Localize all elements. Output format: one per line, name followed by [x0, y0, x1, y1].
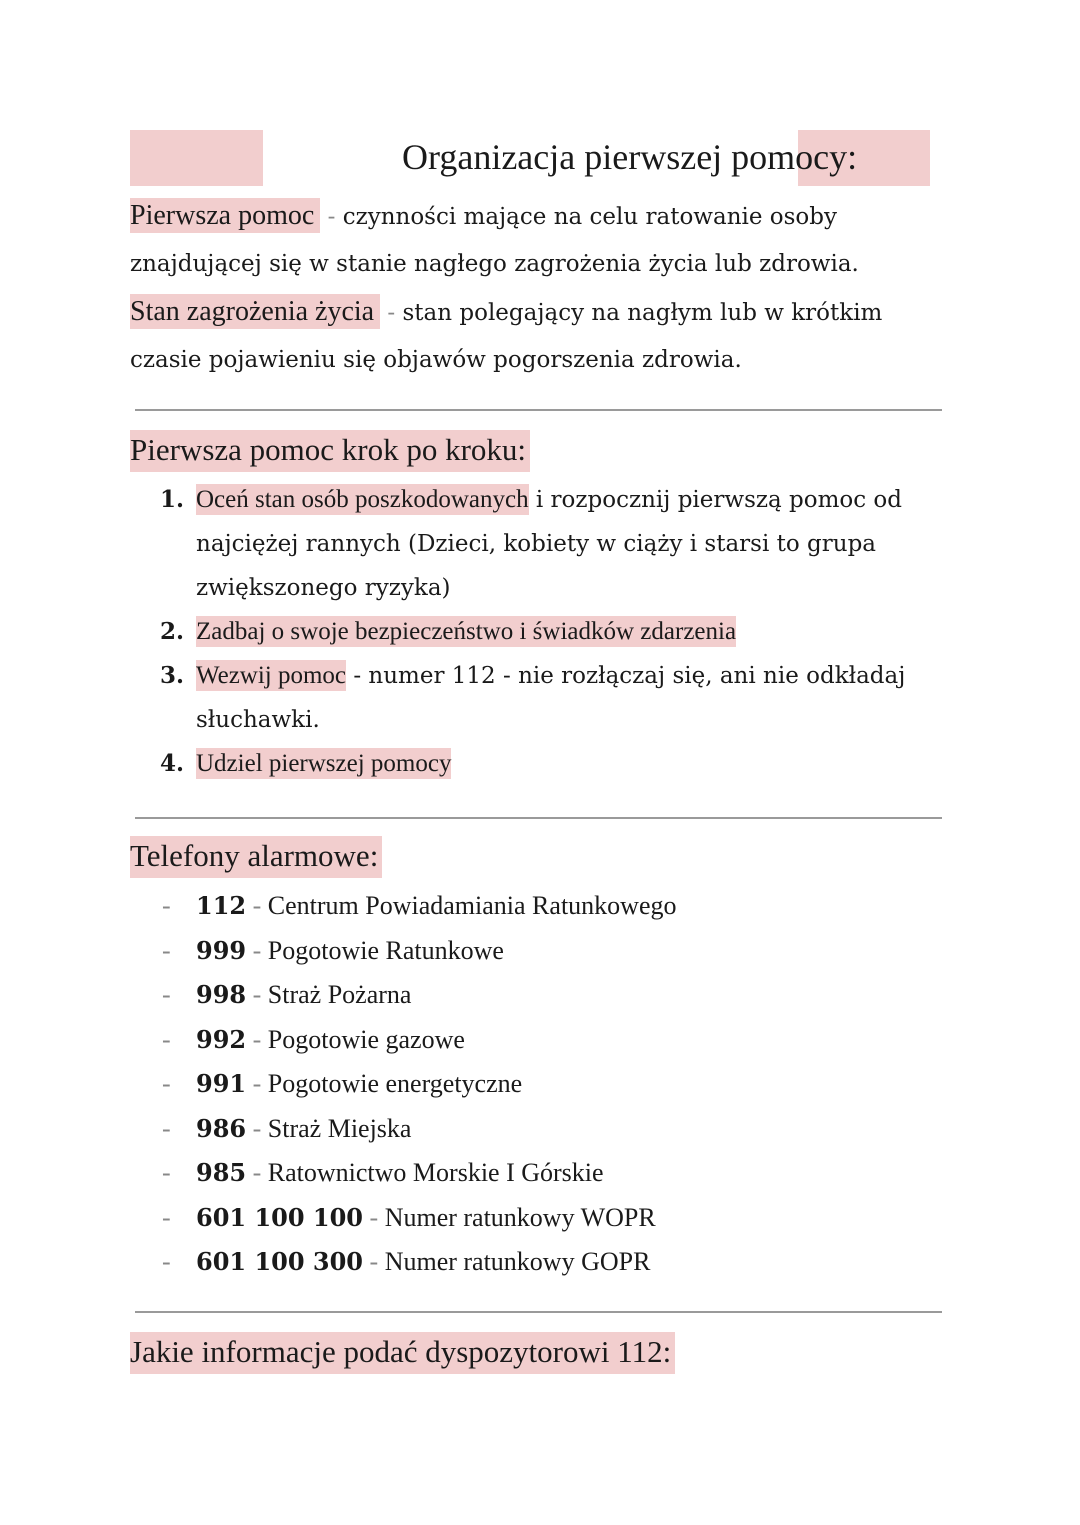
- step-highlight: Zadbaj o swoje bezpieczeństwo i świadków zdarzenia: [196, 618, 737, 645]
- definitions: [130, 192, 950, 384]
- bullet-dash: -: [162, 1247, 171, 1276]
- phone-separator: -: [246, 1069, 268, 1098]
- phone-number: 998: [196, 980, 247, 1009]
- phone-number: 601 100 300: [196, 1247, 364, 1276]
- list-item: [160, 742, 930, 786]
- bullet-dash: -: [162, 980, 171, 1009]
- phone-separator: -: [246, 891, 268, 920]
- definition-text: stan polegający na nagłym lub w krótkim czasie pojawieniu się objawów pogorszenia zdrowia.: [130, 300, 883, 373]
- title-row: [130, 130, 930, 186]
- phone-name: Straż Miejska: [267, 1113, 412, 1143]
- step-number: 1.: [160, 486, 185, 513]
- phone-name: Centrum Powiadamiania Ratunkowego: [267, 891, 677, 920]
- list-item: [162, 884, 676, 929]
- step-text: - numer 112 - nie rozłączaj się, ani nie odkładaj słuchawki.: [196, 663, 906, 733]
- bullet-dash: -: [162, 1113, 171, 1143]
- phones-list: [162, 884, 676, 1285]
- phone-separator: -: [246, 1158, 268, 1187]
- definition-separator: -: [380, 300, 403, 326]
- phone-name: Numer ratunkowy GOPR: [384, 1247, 651, 1276]
- phone-separator: -: [363, 1247, 385, 1276]
- steps-heading: Pierwsza pomoc krok po kroku:: [130, 430, 530, 472]
- list-item: [162, 1196, 676, 1241]
- phone-separator: -: [246, 935, 268, 965]
- step-number: 4.: [160, 750, 185, 777]
- bullet-dash: -: [162, 1024, 171, 1054]
- step-text: i rozpocznij pierwszą pomoc od najciężej rannych (Dzieci, kobiety w ciąży i starsi to grupa zwiększonego ryzyka): [196, 487, 903, 601]
- list-item: [162, 1018, 676, 1063]
- phone-name: Straż Pożarna: [267, 980, 412, 1009]
- definition-first-aid: [130, 192, 950, 288]
- dispatcher-heading: Jakie informacje podać dyspozytorowi 112:: [130, 1332, 675, 1374]
- phone-separator: -: [246, 980, 268, 1009]
- divider: [135, 1311, 942, 1313]
- list-item: [162, 1107, 676, 1152]
- list-item: [160, 654, 930, 742]
- bullet-dash: -: [162, 891, 171, 920]
- phone-name: Ratownictwo Morskie I Górskie: [267, 1158, 604, 1187]
- step-number: 3.: [160, 662, 185, 689]
- list-item: [160, 478, 930, 610]
- list-item: [160, 610, 930, 654]
- phone-number: 999: [196, 935, 247, 965]
- phone-separator: -: [363, 1202, 385, 1232]
- phone-number: 601 100 100: [196, 1202, 364, 1232]
- divider: [135, 817, 942, 819]
- definition-term: Pierwsza pomoc: [130, 198, 320, 233]
- bullet-dash: -: [162, 1202, 171, 1232]
- title-highlight-left: [130, 130, 263, 186]
- phone-number: 112: [196, 891, 247, 920]
- phones-heading: Telefony alarmowe:: [130, 836, 382, 878]
- step-highlight: Wezwij pomoc: [196, 662, 347, 689]
- phone-number: 991: [196, 1069, 247, 1098]
- phone-number: 986: [196, 1113, 247, 1143]
- bullet-dash: -: [162, 1158, 171, 1187]
- list-item: [162, 1151, 676, 1196]
- definition-life-threat: [130, 288, 950, 384]
- phone-number: 992: [196, 1024, 247, 1054]
- bullet-dash: -: [162, 1069, 171, 1098]
- step-highlight: Oceń stan osób poszkodowanych: [196, 486, 529, 513]
- definition-term: Stan zagrożenia życia: [130, 294, 380, 329]
- phone-name: Pogotowie Ratunkowe: [267, 935, 504, 965]
- phone-name: Pogotowie energetyczne: [267, 1069, 523, 1098]
- phone-number: 985: [196, 1158, 247, 1187]
- list-item: [162, 1240, 676, 1285]
- divider: [135, 409, 942, 411]
- definition-text: czynności mające na celu ratowanie osoby znajdującej się w stanie nagłego zagrożenia życia lub zdrowia.: [130, 204, 859, 277]
- phone-separator: -: [246, 1024, 268, 1054]
- list-item: [162, 929, 676, 974]
- step-highlight: Udziel pierwszej pomocy: [196, 750, 452, 777]
- bullet-dash: -: [162, 935, 171, 965]
- definition-separator: -: [320, 204, 343, 230]
- phone-separator: -: [246, 1113, 268, 1143]
- list-item: [162, 973, 676, 1018]
- step-number: 2.: [160, 618, 185, 645]
- phone-name: Pogotowie gazowe: [267, 1024, 465, 1054]
- phone-name: Numer ratunkowy WOPR: [384, 1202, 656, 1232]
- page-title: Organizacja pierwszej pomocy:: [402, 137, 858, 177]
- list-item: [162, 1062, 676, 1107]
- steps-list: [160, 478, 930, 786]
